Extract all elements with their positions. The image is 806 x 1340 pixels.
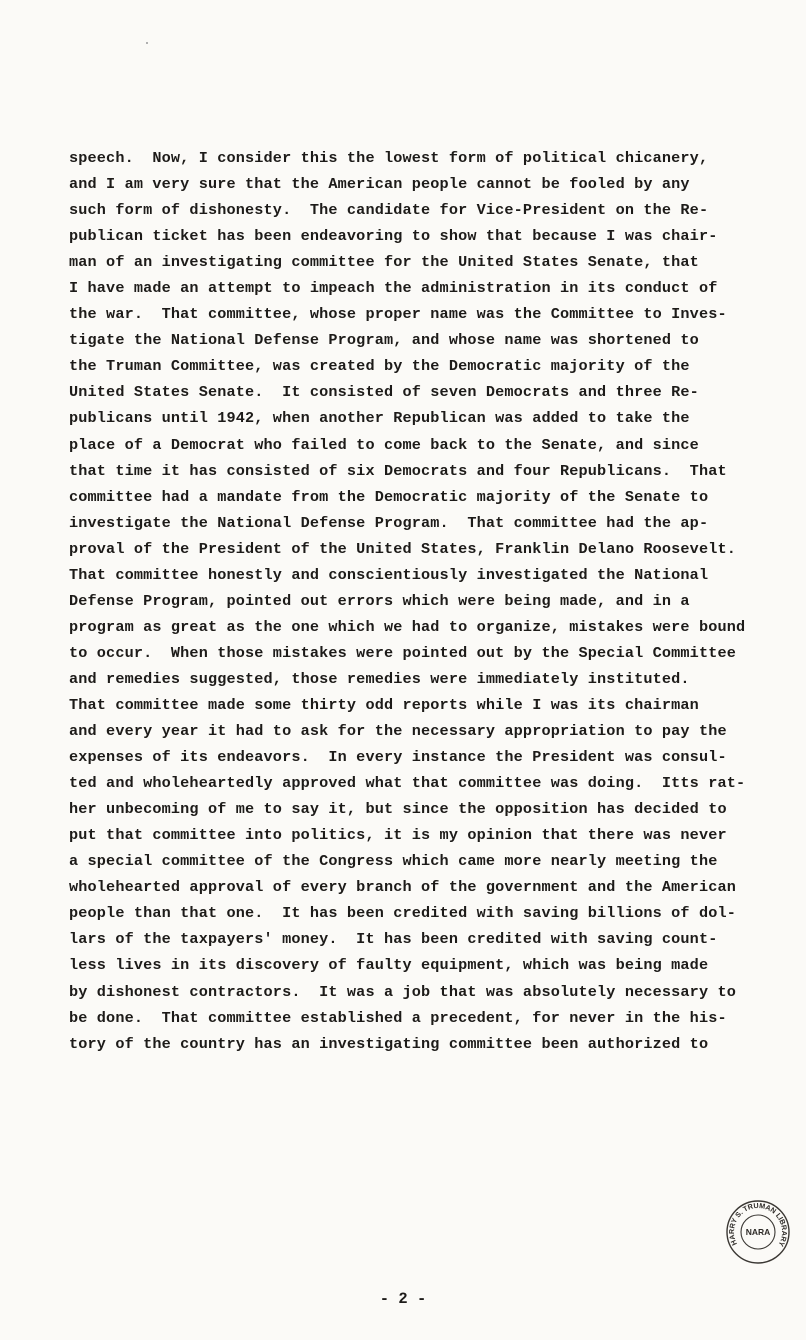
seal-icon xyxy=(724,1198,792,1266)
body-text xyxy=(69,145,789,1057)
text-line: program as great as the one which we had to organize, mistakes were bound xyxy=(69,617,746,636)
text-line: such form of dishonesty. The candidate for Vice-President on the Re- xyxy=(69,201,709,220)
archive-stamp xyxy=(724,1198,792,1266)
text-line: place of a Democrat who failed to come back to the Senate, and since xyxy=(69,435,699,454)
text-line: wholehearted approval of every branch of the government and the American xyxy=(69,878,737,897)
text-line: be done. That committee established a precedent, for never in the his- xyxy=(69,1008,727,1027)
text-line: investigate the National Defense Program. That committee had the ap- xyxy=(69,513,709,532)
text-line: her unbecoming of me to say it, but since the opposition has decided to xyxy=(69,800,727,819)
text-line: Defense Program, pointed out errors which were being made, and in a xyxy=(69,591,690,610)
text-line: That committee honestly and conscientiously investigated the National xyxy=(69,565,709,584)
text-line: United States Senate. It consisted of seven Democrats and three Re- xyxy=(69,383,699,402)
text-line: that time it has consisted of six Democrats and four Republicans. That xyxy=(69,461,727,480)
text-line: and remedies suggested, those remedies were immediately instituted. xyxy=(69,669,690,688)
text-line: less lives in its discovery of faulty equipment, which was being made xyxy=(69,956,709,975)
text-line: publican ticket has been endeavoring to show that because I was chair- xyxy=(69,227,718,246)
text-line: tigate the National Defense Program, and whose name was shortened to xyxy=(69,331,699,350)
paper-speck xyxy=(146,42,148,44)
text-line: man of an investigating committee for the United States Senate, that xyxy=(69,253,699,272)
text-line: proval of the President of the United States, Franklin Delano Roosevelt. xyxy=(69,539,737,558)
text-line: expenses of its endeavors. In every instance the President was consul- xyxy=(69,748,727,767)
text-line: a special committee of the Congress which came more nearly meeting the xyxy=(69,852,718,871)
text-line: to occur. When those mistakes were pointed out by the Special Committee xyxy=(69,643,737,662)
stamp-center-text: NARA xyxy=(745,1227,771,1237)
text-line: speech. Now, I consider this the lowest form of political chicanery, xyxy=(69,149,709,167)
text-line: lars of the taxpayers' money. It has been credited with saving count- xyxy=(69,930,718,949)
text-line: and every year it had to ask for the necessary appropriation to pay the xyxy=(69,722,727,741)
text-line: ted and wholeheartedly approved what that committee was doing. Itts rat- xyxy=(69,774,746,793)
text-line: publicans until 1942, when another Republican was added to take the xyxy=(69,409,690,428)
text-line: and I am very sure that the American people cannot be fooled by any xyxy=(69,175,690,194)
text-line: the Truman Committee, was created by the Democratic majority of the xyxy=(69,357,690,376)
text-line: people than that one. It has been credited with saving billions of dol- xyxy=(69,904,737,923)
text-line: That committee made some thirty odd reports while I was its chairman xyxy=(69,695,699,714)
text-line: put that committee into politics, it is my opinion that there was never xyxy=(69,826,727,845)
text-line: by dishonest contractors. It was a job that was absolutely necessary to xyxy=(69,982,737,1001)
text-line: the war. That committee, whose proper name was the Committee to Inves- xyxy=(69,305,727,324)
page-number: - 2 - xyxy=(379,1290,427,1308)
text-line: tory of the country has an investigating committee been authorized to xyxy=(69,1034,709,1053)
text-line: I have made an attempt to impeach the administration in its conduct of xyxy=(69,279,718,298)
text-line: committee had a mandate from the Democratic majority of the Senate to xyxy=(69,487,709,506)
stamp-ring-text: HARRY S. TRUMAN LIBRARY xyxy=(726,1200,790,1249)
